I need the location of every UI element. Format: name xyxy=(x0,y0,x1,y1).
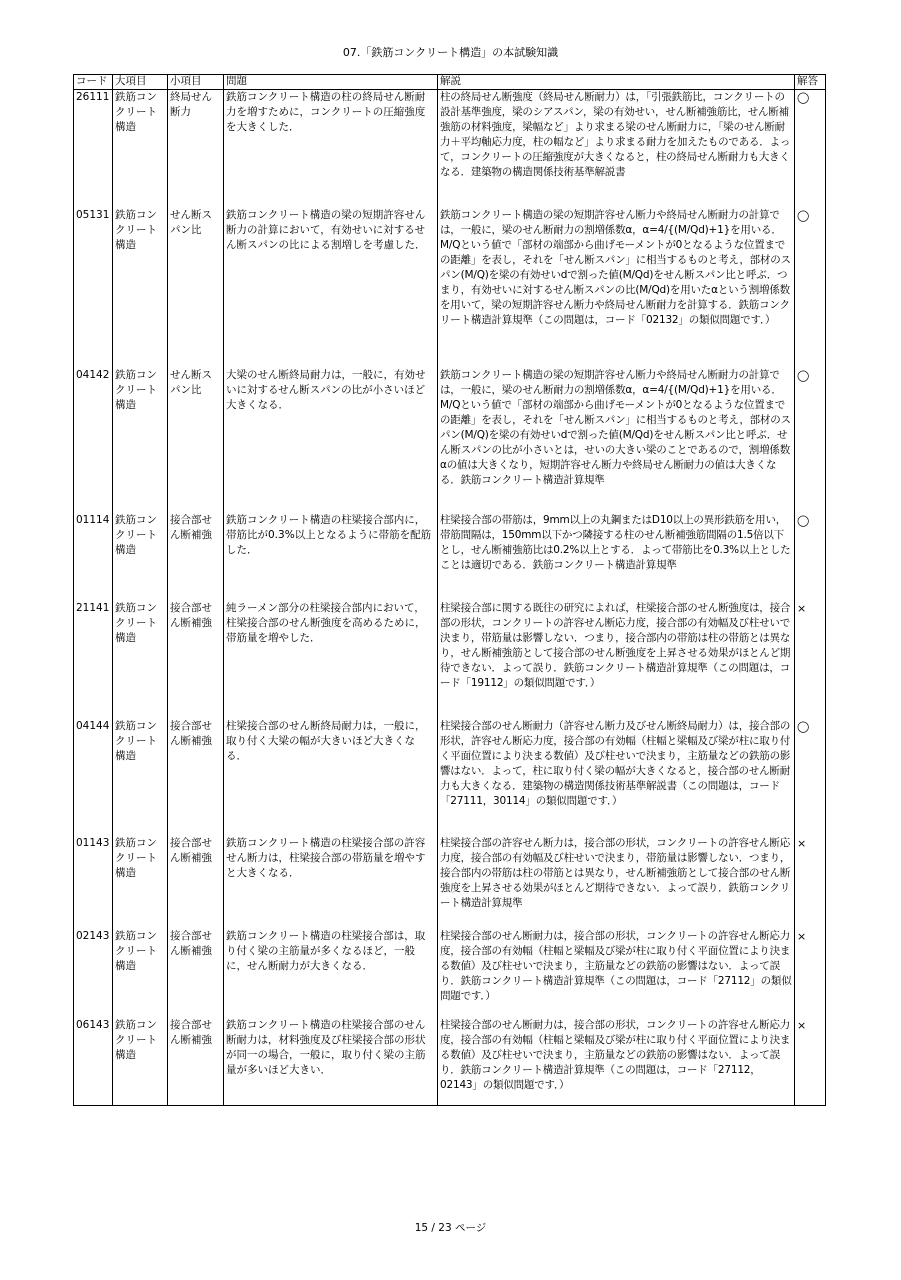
row-code: 26111 xyxy=(74,90,113,208)
row-explanation: 柱梁接合部のせん断耐力（許容せん断力及びせん断終局耐力）は，接合部の形状，許容せん断応力度，接合部の有効幅（柱幅と梁幅及び梁が柱に取り付く平面位置により決まる数値）及び柱せいで決まり，主筋量などの鉄筋の影響はない．よって，柱に取り付く梁の幅が大きくなると，接合部のせん断耐力も大きくなる．建築物の構造関係技術基準解説書（この問題は，コード「27111，30114」の類似問題です．） xyxy=(438,719,795,836)
row-question: 鉄筋コンクリート構造の柱梁接合部のせん断耐力は，材料強度及び柱梁接合部の形状が同一の場合，一般に，取り付く梁の主筋量が多いほど大きい． xyxy=(224,1018,438,1106)
row-code: 21141 xyxy=(74,601,113,719)
row-code: 05131 xyxy=(74,208,113,368)
table-row xyxy=(74,719,826,836)
row-question: 鉄筋コンクリート構造の梁の短期許容せん断力の計算において，有効せいに対するせん断スパンの比による割増しを考慮した． xyxy=(224,208,438,368)
row-answer: ◯ xyxy=(795,208,826,368)
row-major: 鉄筋コンクリート構造 xyxy=(113,368,168,513)
row-answer: ◯ xyxy=(795,90,826,208)
row-explanation: 柱梁接合部のせん断耐力は，接合部の形状，コンクリートの許容せん断応力度，接合部の有効幅（柱幅と梁幅及び梁が柱に取り付く平面位置により決まる数値）及び柱せいで決まり，主筋量などの鉄筋の影響はない．よって誤り．鉄筋コンクリート構造計算規準（この問題は，コード「27112，02143」の類似問題です．） xyxy=(438,1018,795,1106)
row-code: 06143 xyxy=(74,1018,113,1106)
header-code: コード xyxy=(74,75,113,90)
row-minor: 終局せん断力 xyxy=(168,90,224,208)
row-major: 鉄筋コンクリート構造 xyxy=(113,601,168,719)
row-answer: × xyxy=(795,836,826,929)
row-explanation: 柱梁接合部のせん断耐力は，接合部の形状，コンクリートの許容せん断応力度，接合部の有効幅（柱幅と梁幅及び梁が柱に取り付く平面位置により決まる数値）及び柱せいで決まり，主筋量などの鉄筋の影響はない．よって誤り．鉄筋コンクリート構造計算規準（この問題は，コード「27112」の類似問題です．） xyxy=(438,929,795,1018)
row-explanation: 柱梁接合部の帯筋は，9mm以上の丸鋼またはD10以上の異形鉄筋を用い，帯筋間隔は，150mm以下かつ隣接する柱のせん断補強筋間隔の1.5倍以下とし，せん断補強筋比は0.2%以上とする．よって帯筋比を0.3%以上としたことは適切である．鉄筋コンクリート構造計算規準 xyxy=(438,513,795,601)
row-major: 鉄筋コンクリート構造 xyxy=(113,836,168,929)
row-answer: × xyxy=(795,1018,826,1106)
row-question: 鉄筋コンクリート構造の柱梁接合部内に，帯筋比が0.3%以上となるように帯筋を配筋した． xyxy=(224,513,438,601)
row-question: 鉄筋コンクリート構造の柱の終局せん断耐力を増すために，コンクリートの圧縮強度を大きくした． xyxy=(224,90,438,208)
row-question: 鉄筋コンクリート構造の柱梁接合部の許容せん断力は，柱梁接合部の帯筋量を増やすと大きくなる． xyxy=(224,836,438,929)
row-minor: 接合部せん断補強 xyxy=(168,1018,224,1106)
page-number: 15 / 23 ページ xyxy=(414,1222,487,1234)
header-minor: 小項目 xyxy=(168,75,224,90)
row-answer: ◯ xyxy=(795,368,826,513)
row-minor: 接合部せん断補強 xyxy=(168,929,224,1018)
row-minor: 接合部せん断補強 xyxy=(168,836,224,929)
row-code: 04142 xyxy=(74,368,113,513)
row-minor: 接合部せん断補強 xyxy=(168,513,224,601)
row-explanation: 鉄筋コンクリート構造の梁の短期許容せん断力や終局せん断耐力の計算では，一般に，梁のせん断耐力の割増係数α，α=4/{(M/Qd)+1}を用いる．M/Qという値で「部材の端部から曲げモーメントが0となるような位置までの距離」を表し，それを「せん断スパン」に相当するものと考え，部材のスパン(M/Q)を梁の有効せいdで割った値(M/Qd)をせん断スパン比と呼ぶ．せん断スパンの比が小さいとは，せいの大きい梁のことであるので，割増係数αの値は大きくなり，短期許容せん断力や終局せん断耐力の値は大きくなる．鉄筋コンクリート構造計算規準 xyxy=(438,368,795,513)
row-explanation: 柱梁接合部に関する既往の研究によれば，柱梁接合部のせん断強度は，接合部の形状，コンクリートの許容せん断応力度，接合部の有効幅及び柱せいで決まり，帯筋量は影響しない．つまり，接合部内の帯筋は柱の帯筋とは異なり，せん断補強筋として接合部のせん断強度を上昇させる効果がほとんど期待できない．よって誤り．鉄筋コンクリート構造計算規準（この問題は，コード「19112」の類似問題です．） xyxy=(438,601,795,719)
row-answer: ◯ xyxy=(795,513,826,601)
row-answer: ◯ xyxy=(795,719,826,836)
row-question: 大梁のせん断終局耐力は，一般に，有効せいに対するせん断スパンの比が小さいほど大きくなる． xyxy=(224,368,438,513)
row-major: 鉄筋コンクリート構造 xyxy=(113,208,168,368)
row-major: 鉄筋コンクリート構造 xyxy=(113,90,168,208)
table-row xyxy=(74,929,826,1018)
row-question: 柱梁接合部のせん断終局耐力は，一般に，取り付く大梁の幅が大きいほど大きくなる． xyxy=(224,719,438,836)
table-row xyxy=(74,513,826,601)
row-major: 鉄筋コンクリート構造 xyxy=(113,1018,168,1106)
row-minor: せん断スパン比 xyxy=(168,208,224,368)
table-row xyxy=(74,601,826,719)
row-question: 純ラーメン部分の柱梁接合部内において，柱梁接合部のせん断強度を高めるために，帯筋量を増やした． xyxy=(224,601,438,719)
row-explanation: 柱の終局せん断強度（終局せん断耐力）は，「引張鉄筋比，コンクリートの設計基準強度，梁のシアスパン，梁の有効せい，せん断補強筋比，せん断補強筋の材料強度，梁幅など」より求まる梁のせん断耐力に，「梁のせん断耐力＋平均軸応力度，柱の幅など」より求まる耐力を加えたものである．よって，コンクリートの圧縮強度が大きくなると，柱の終局せん断耐力も大きくなる．建築物の構造関係技術基準解説書 xyxy=(438,90,795,208)
table-row xyxy=(74,836,826,929)
page-title: 07.「鉄筋コンクリート構造」の本試験知識 xyxy=(342,46,559,59)
table-header-row xyxy=(74,75,826,90)
table-row xyxy=(74,368,826,513)
header-question: 問題 xyxy=(224,75,438,90)
row-code: 02143 xyxy=(74,929,113,1018)
row-major: 鉄筋コンクリート構造 xyxy=(113,513,168,601)
header-explanation: 解説 xyxy=(438,75,795,90)
table-row xyxy=(74,90,826,208)
row-code: 04144 xyxy=(74,719,113,836)
row-answer: × xyxy=(795,929,826,1018)
table-row xyxy=(74,208,826,368)
row-answer: × xyxy=(795,601,826,719)
row-major: 鉄筋コンクリート構造 xyxy=(113,929,168,1018)
row-minor: せん断スパン比 xyxy=(168,368,224,513)
knowledge-table xyxy=(73,74,826,1106)
row-explanation: 柱梁接合部の許容せん断力は，接合部の形状，コンクリートの許容せん断応力度，接合部の有効幅及び柱せいで決まり，帯筋量は影響しない．つまり，接合部内の帯筋は柱の帯筋とは異なり，せん断補強筋として接合部のせん断強度を上昇させる効果がほとんど期待できない．よって誤り．鉄筋コンクリート構造計算規準 xyxy=(438,836,795,929)
table-row xyxy=(74,1018,826,1106)
header-answer: 解答 xyxy=(795,75,826,90)
row-minor: 接合部せん断補強 xyxy=(168,719,224,836)
row-question: 鉄筋コンクリート構造の柱梁接合部は，取り付く梁の主筋量が多くなるほど，一般に，せん断耐力が大きくなる． xyxy=(224,929,438,1018)
row-explanation: 鉄筋コンクリート構造の梁の短期許容せん断力や終局せん断耐力の計算では，一般に，梁のせん断耐力の割増係数α，α=4/{(M/Qd)+1}を用いる．M/Qという値で「部材の端部から曲げモーメントが0となるような位置までの距離」を表し，それを「せん断スパン」に相当するものと考え，部材のスパン(M/Q)を梁の有効せいdで割った値(M/Qd)をせん断スパン比と呼ぶ．つまり，有効せいに対するせん断スパンの比(M/Qd)を用いたαという割増係数を用いて，梁の短期許容せん断力や終局せん断耐力を計算する．鉄筋コンクリート構造計算規準（この問題は，コード「02132」の類似問題です．） xyxy=(438,208,795,368)
header-major: 大項目 xyxy=(113,75,168,90)
row-minor: 接合部せん断補強 xyxy=(168,601,224,719)
row-code: 01114 xyxy=(74,513,113,601)
row-major: 鉄筋コンクリート構造 xyxy=(113,719,168,836)
row-code: 01143 xyxy=(74,836,113,929)
